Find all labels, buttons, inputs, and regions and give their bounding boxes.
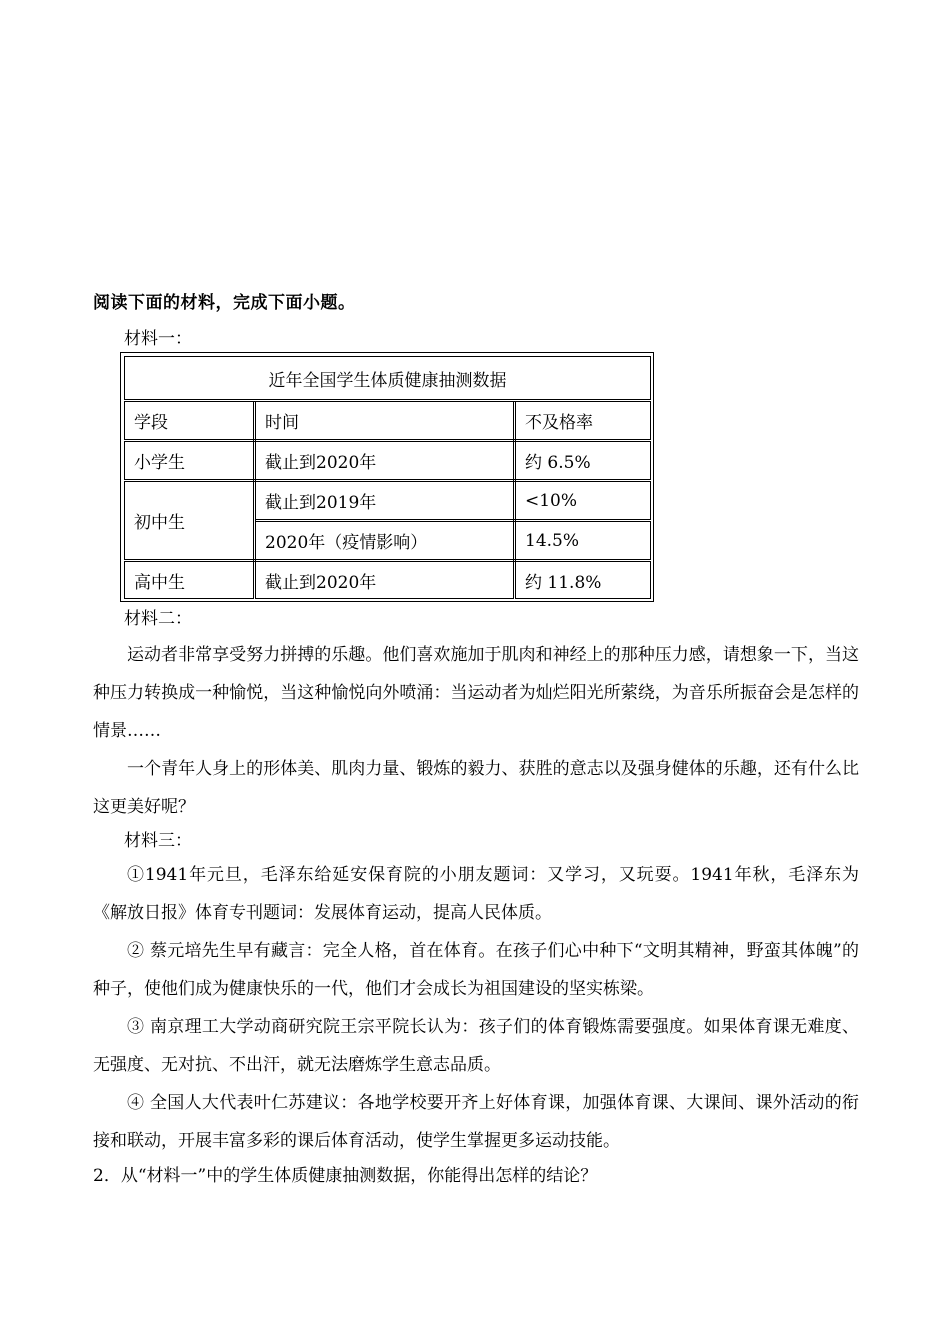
material-three-label: 材料三： bbox=[124, 831, 192, 851]
table-cell-rate: <10% bbox=[515, 481, 651, 521]
table-cell-time: 截止到2020年 bbox=[255, 561, 515, 599]
table-cell-stage: 高中生 bbox=[125, 561, 255, 599]
table-cell-rate: 14.5% bbox=[515, 521, 651, 561]
table-cell-time: 2020年（疫情影响） bbox=[255, 521, 515, 561]
table-cell-time: 截止到2020年 bbox=[255, 441, 515, 481]
table-title: 近年全国学生体质健康抽测数据 bbox=[125, 357, 651, 401]
material-two-paragraph: 运动者非常享受努力拼搏的乐趣。他们喜欢施加于肌肉和神经上的那种压力感，请想象一下，当这种压力转换成一种愉悦，当这种愉悦向外喷涌：当运动者为灿烂阳光所萦绕，为音乐所振奋会是怎样的情景…… bbox=[93, 645, 859, 741]
material-two-paragraph: 一个青年人身上的形体美、肌肉力量、锻炼的毅力、获胜的意志以及强身健体的乐趣，还有什么比这更美好呢？ bbox=[93, 759, 859, 817]
table-cell-rate: 约 11.8% bbox=[515, 561, 651, 599]
material-three-item: ①1941年元旦，毛泽东给延安保育院的小朋友题词：又学习，又玩耍。1941年秋，毛泽东为《解放日报》体育专刊题词：发展体育运动，提高人民体质。 bbox=[93, 865, 859, 923]
table-header-rate: 不及格率 bbox=[515, 401, 651, 441]
table-cell-rate: 约 6.5% bbox=[515, 441, 651, 481]
table-header-stage: 学段 bbox=[125, 401, 255, 441]
table-header-time: 时间 bbox=[255, 401, 515, 441]
question-text: 2．从“材料一”中的学生体质健康抽测数据，你能得出怎样的结论？ bbox=[93, 1166, 598, 1186]
table-cell-stage: 初中生 bbox=[125, 481, 255, 561]
material-one-label: 材料一： bbox=[124, 329, 192, 349]
material-two-label: 材料二： bbox=[124, 609, 192, 629]
table-cell-stage: 小学生 bbox=[125, 441, 255, 481]
instruction-heading: 阅读下面的材料，完成下面小题。 bbox=[93, 293, 356, 313]
material-three-item: ② 蔡元培先生早有藏言：完全人格，首在体育。在孩子们心中种下“文明其精神，野蛮其体魄”的种子，使他们成为健康快乐的一代，他们才会成长为祖国建设的坚实栋梁。 bbox=[93, 941, 859, 999]
health-data-table-frame bbox=[120, 352, 654, 602]
table-cell-time: 截止到2019年 bbox=[255, 481, 515, 521]
health-data-table bbox=[124, 356, 651, 599]
material-three-item: ③ 南京理工大学动商研究院王宗平院长认为：孩子们的体育锻炼需要强度。如果体育课无难度、无强度、无对抗、不出汗，就无法磨炼学生意志品质。 bbox=[93, 1017, 859, 1075]
material-three-item: ④ 全国人大代表叶仁苏建议：各地学校要开齐上好体育课，加强体育课、大课间、课外活动的衔接和联动，开展丰富多彩的课后体育活动，使学生掌握更多运动技能。 bbox=[93, 1093, 859, 1151]
